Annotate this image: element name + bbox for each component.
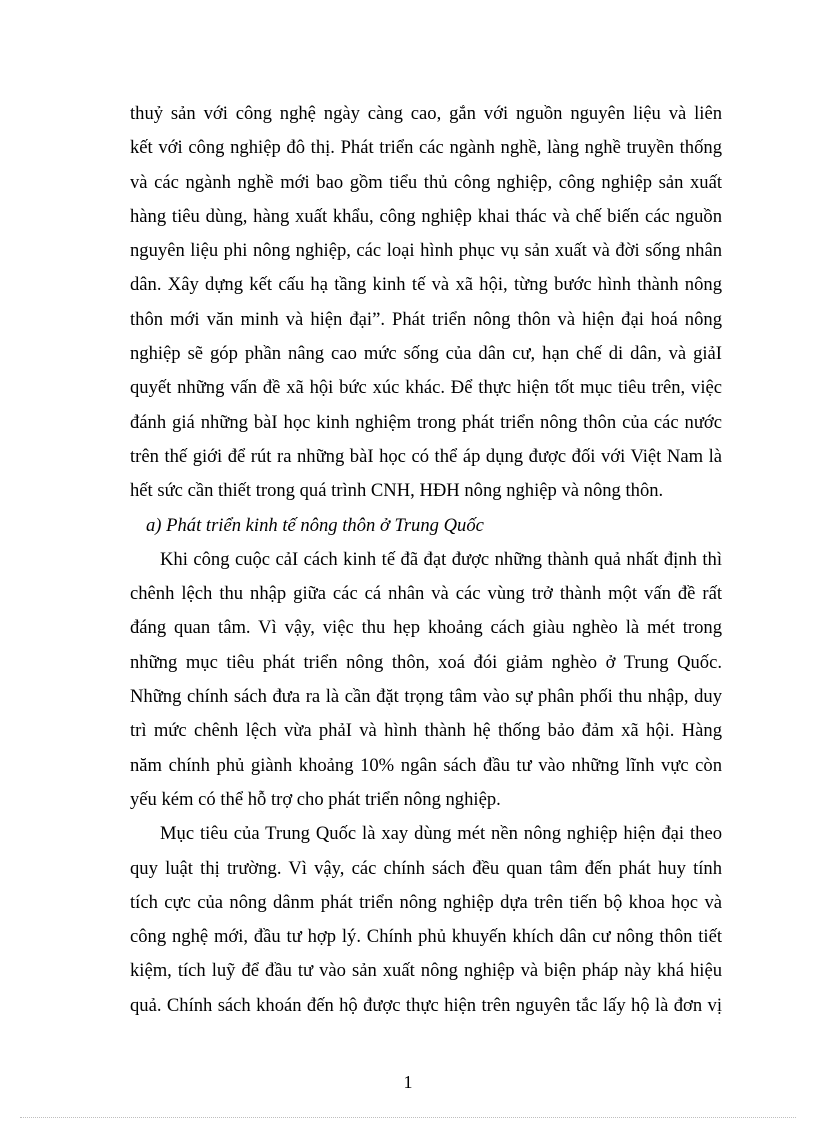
page-bottom-divider xyxy=(20,1117,796,1118)
text-line: công nghệ mới, đầu tư hợp lý. Chính phủ khuyến khích dân cư nông thôn tiết xyxy=(130,926,722,948)
text-line: Mục tiêu của Trung Quốc là xay dùng mét nền nông nghiệp hiện đại theo xyxy=(160,823,722,845)
text-line: kết với công nghiệp đô thị. Phát triển các ngành nghề, làng nghề truyền thống xyxy=(130,137,722,159)
text-line: Khi công cuộc cảI cách kinh tế đã đạt được những thành quả nhất định thì xyxy=(160,548,722,570)
text-line: dân. Xây dựng kết cấu hạ tầng kinh tế và xã hội, từng bước hình thành nông xyxy=(130,274,722,296)
text-line: thuỷ sản với công nghệ ngày càng cao, gắn với nguồn nguyên liệu và liên xyxy=(130,103,722,124)
text-line: chênh lệch thu nhập giữa các cá nhân và các vùng trở thành một vấn đề rất xyxy=(130,583,722,605)
text-line: yếu kém có thể hỗ trợ cho phát triển nông nghiệp. xyxy=(130,788,501,810)
text-line: quyết những vấn đề xã hội bức xúc khác. Để thực hiện tốt mục tiêu trên, việc xyxy=(130,377,722,399)
text-line: đáng quan tâm. Vì vậy, việc thu hẹp khoảng cách giàu nghèo là mét trong xyxy=(130,617,722,639)
text-line: tích cực của nông dânm phát triển nông nghiệp dựa trên tiến bộ khoa học và xyxy=(130,891,722,913)
text-line: hàng tiêu dùng, hàng xuất khẩu, công nghiệp khai thác và chế biến các nguồn xyxy=(130,205,722,227)
text-line: và các ngành nghề mới bao gồm tiểu thủ công nghiệp, công nghiệp sản xuất xyxy=(130,171,722,193)
text-line: nguyên liệu phi nông nghiệp, các loại hình phục vụ sản xuất và đời sống nhân xyxy=(130,240,722,262)
page-number: 1 xyxy=(403,1072,413,1092)
text-line: trì mức chênh lệch vừa phảI và hình thành hệ thống bảo đảm xã hội. Hàng xyxy=(130,720,722,742)
text-line: trên thế giới để rút ra những bàI học có thể áp dụng được đối với Việt Nam là xyxy=(130,445,722,467)
section-heading: a) Phát triển kinh tế nông thôn ở Trung Quốc xyxy=(146,514,484,536)
text-line: quy luật thị trường. Vì vậy, các chính sách đều quan tâm đến phát huy tính xyxy=(130,857,722,879)
text-line: quả. Chính sách khoán đến hộ được thực hiện trên nguyên tắc lấy hộ là đơn vị xyxy=(130,994,722,1016)
text-line: đánh giá những bàI học kinh nghiệm trong phát triển nông thôn của các nước xyxy=(130,411,722,433)
text-line: những mục tiêu phát triển nông thôn, xoá đói giảm nghèo ở Trung Quốc. xyxy=(130,651,722,673)
text-line: năm chính phủ giành khoảng 10% ngân sách đầu tư vào những lĩnh vực còn xyxy=(130,754,722,776)
text-line: Những chính sách đưa ra là cần đặt trọng tâm vào sự phân phối thu nhập, duy xyxy=(130,686,722,708)
text-line: thôn mới văn minh và hiện đại”. Phát triển nông thôn và hiện đại hoá nông xyxy=(130,308,722,330)
text-line: nghiệp sẽ góp phần nâng cao mức sống của dân cư, hạn chế di dân, và giảI xyxy=(130,343,722,365)
text-line: hết sức cần thiết trong quá trình CNH, HĐH nông nghiệp và nông thôn. xyxy=(130,480,664,502)
text-line: kiệm, tích luỹ để đầu tư vào sản xuất nông nghiệp và biện pháp này khá hiệu xyxy=(130,960,722,982)
body-text xyxy=(130,97,722,1023)
